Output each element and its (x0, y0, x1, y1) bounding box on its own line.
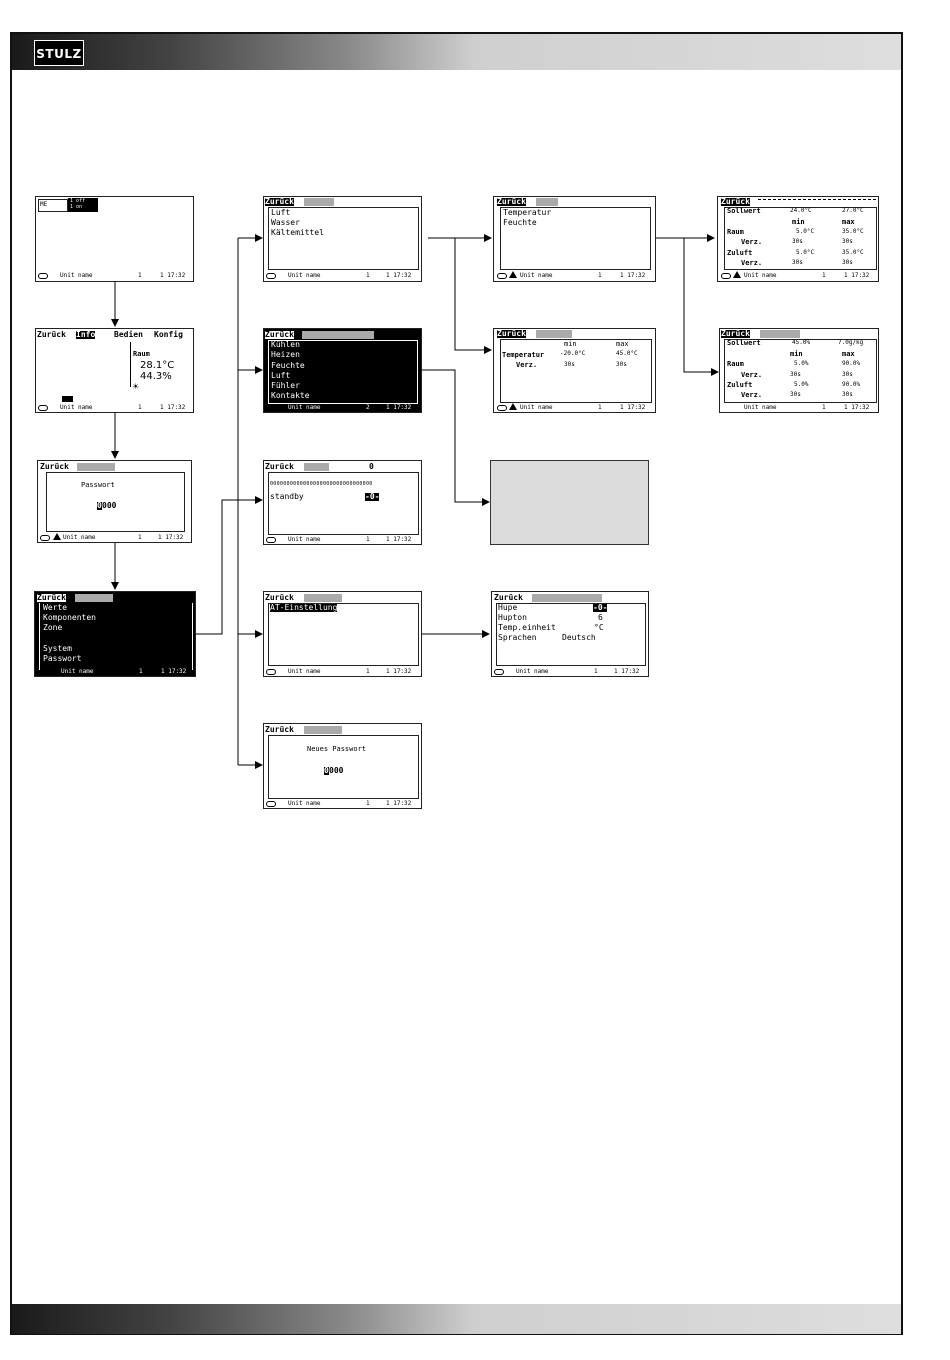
supply-air-max[interactable]: 90.0% (842, 381, 861, 388)
setpoint-label: Sollwert (727, 339, 761, 347)
title-bar (75, 594, 113, 602)
menu-item[interactable]: Feuchte (271, 361, 305, 370)
screen-konfig-menu (34, 591, 196, 677)
screen-zone (263, 460, 422, 545)
unit-number: 1 (139, 668, 143, 675)
setting-value[interactable]: -0- (593, 603, 608, 612)
unit-number: 1 (366, 800, 370, 807)
supply-delay-label: Verz. (741, 259, 763, 267)
setpoint-value-2[interactable]: 7.0g/kg (838, 339, 864, 346)
unit-number: 1 (822, 272, 826, 279)
password-label: Passwort (81, 481, 115, 489)
back-label[interactable]: Zurück (265, 462, 294, 471)
col-max: max (842, 350, 855, 358)
warning-icon (733, 271, 741, 278)
clock: 1 17:32 (386, 536, 412, 543)
content-frame (500, 339, 652, 403)
supply-delay-label: Verz. (741, 391, 763, 399)
clock: 1 17:32 (844, 272, 870, 279)
menu-item[interactable]: Komponenten (43, 613, 96, 622)
title-bar (302, 331, 374, 339)
setting-label: Temp.einheit (498, 623, 556, 632)
room-temperature: 28.1°C (140, 360, 175, 371)
screen-password (37, 460, 192, 543)
title-dashes (758, 199, 876, 201)
unit-icon (494, 669, 504, 675)
unit-name: Unit name (60, 272, 93, 279)
delay-label: Verz. (516, 361, 538, 369)
delay-min-value[interactable]: 30s (564, 361, 575, 368)
title-bar (304, 726, 342, 734)
menu-item[interactable]: Zone (43, 623, 63, 632)
clock: 1 17:32 (158, 534, 184, 541)
screen-system (263, 591, 422, 677)
screen-kuehlen (493, 328, 656, 413)
sun-icon: ☀ (132, 382, 140, 391)
unit-number: 1 (138, 534, 142, 541)
screen-info (35, 328, 194, 413)
zone-number: 0 (369, 462, 374, 471)
unit-icon (497, 273, 507, 279)
unit-number: 1 (366, 536, 370, 543)
clock: 1 17:32 (614, 668, 640, 675)
col-max: max (842, 218, 855, 226)
screen-humidity-detail (719, 328, 879, 413)
warning-icon (509, 403, 517, 410)
back-label[interactable]: Zurück (37, 330, 66, 339)
setpoint-value-2[interactable]: 27.0°C (842, 207, 864, 214)
unit-name: Unit name (520, 404, 553, 411)
supply-delay-max[interactable]: 30s (842, 259, 853, 266)
supply-air-label: Zuluft (727, 249, 753, 257)
back-label[interactable]: Zurück (265, 593, 294, 602)
menu-item[interactable]: Feuchte (503, 218, 537, 227)
clock: 1 17:32 (620, 404, 646, 411)
screen-luft (493, 196, 656, 282)
back-label[interactable]: Zurück (497, 197, 526, 206)
warning-icon (53, 533, 61, 540)
back-label[interactable]: Zurück (265, 725, 294, 734)
room-max[interactable]: 90.0% (842, 360, 861, 367)
clock: 1 17:32 (386, 272, 412, 279)
screen-werte (263, 196, 422, 282)
back-label[interactable]: Zurück (40, 462, 69, 471)
unit-name: Unit name (744, 404, 777, 411)
screen-komponenten (263, 328, 422, 413)
unit-icon (40, 535, 50, 541)
clock: 1 17:32 (160, 404, 186, 411)
unit-name: Unit name (516, 668, 549, 675)
screen-main (35, 196, 194, 282)
unit-name: Unit name (288, 404, 321, 411)
setting-label: Hupe (498, 603, 518, 612)
clock: 1 17:32 (161, 668, 187, 675)
password-cursor-digit[interactable]: 0 (97, 501, 102, 510)
divider (130, 342, 131, 387)
unit-icon (266, 273, 276, 279)
unit-name: Unit name (288, 272, 321, 279)
room-delay-label: Verz. (741, 238, 763, 246)
unit-icon (266, 669, 276, 675)
placeholder-screen (490, 460, 649, 545)
unit-number: 1 (138, 272, 142, 279)
supply-delay-max[interactable]: 30s (842, 391, 853, 398)
unit-number: 1 (594, 668, 598, 675)
tab-konfig[interactable]: Konfig (154, 330, 183, 339)
room-label: Raum (133, 350, 150, 358)
back-label[interactable]: Zurück (265, 197, 294, 206)
unit-icon (721, 273, 731, 279)
room-min[interactable]: 5.0% (794, 360, 809, 367)
clock: 1 17:32 (620, 272, 646, 279)
col-max: max (616, 340, 629, 348)
content-frame (268, 603, 419, 666)
standby-label: standby (270, 492, 304, 501)
clock: 1 17:32 (844, 404, 870, 411)
room-max[interactable]: 35.0°C (842, 228, 864, 235)
col-min: min (792, 218, 805, 226)
back-label[interactable]: Zurück (494, 593, 523, 602)
setting-value[interactable]: 6 (598, 613, 603, 622)
back-label[interactable]: Zurück (721, 329, 750, 338)
room-delay-min[interactable]: 30s (792, 238, 803, 245)
supply-delay-min[interactable]: 30s (792, 259, 803, 266)
unit-icon (266, 801, 276, 807)
delay-max-value[interactable]: 30s (616, 361, 627, 368)
zone-bits: 0000000000000000000000000000000 (270, 481, 373, 487)
supply-air-label: Zuluft (727, 381, 753, 389)
title-bar (760, 330, 800, 338)
unit-number: 1 (598, 272, 602, 279)
menu-item[interactable]: Luft (271, 208, 291, 217)
new-password-label: Neues Passwort (307, 745, 367, 753)
setting-label: Hupton (498, 613, 527, 622)
unit-name: Unit name (288, 800, 321, 807)
menu-item[interactable]: Heizen (271, 350, 300, 359)
unit-icon (266, 537, 276, 543)
menu-item[interactable]: System (43, 644, 72, 653)
warning-icon (509, 271, 517, 278)
menu-item[interactable]: Luft (271, 371, 291, 380)
menu-item[interactable]: Temperatur (503, 208, 552, 217)
back-label[interactable]: Zurück (265, 330, 294, 339)
room-humidity: 44.3% (140, 371, 172, 382)
menu-item[interactable]: Wasser (271, 218, 300, 227)
content-frame (268, 207, 419, 270)
title-bar (532, 594, 602, 602)
menu-item[interactable]: Passwort (43, 654, 82, 663)
tab-info[interactable]: Info (76, 330, 96, 339)
title-bar (304, 594, 342, 602)
standby-value[interactable]: -0- (365, 492, 380, 501)
col-min: min (790, 350, 803, 358)
unit-number: 1 (366, 272, 370, 279)
status-line-1: 1 off (70, 198, 86, 204)
supply-air-max[interactable]: 35.0°C (842, 249, 864, 256)
room-label: Raum (727, 228, 744, 236)
status-block (62, 396, 73, 402)
stulz-logo: STULZ (34, 40, 84, 66)
setpoint-label: Sollwert (727, 207, 761, 215)
clock: 1 17:32 (386, 668, 412, 675)
supply-air-min[interactable]: 5.0°C (796, 249, 815, 256)
room-label: Raum (727, 360, 744, 368)
setting-value[interactable]: °C (594, 623, 604, 632)
unit-number: 1 (138, 404, 142, 411)
temperature-label: Temperatur (502, 351, 545, 359)
title-bar (304, 198, 334, 206)
setpoint-value[interactable]: 24.0°C (790, 207, 812, 214)
unit-name: Unit name (744, 272, 777, 279)
unit-icon (38, 273, 48, 279)
col-min: min (564, 340, 577, 348)
room-delay-min[interactable]: 30s (790, 371, 801, 378)
room-delay-label: Verz. (741, 371, 763, 379)
title-bar (77, 463, 115, 471)
menu-item[interactable]: Kühlen (271, 340, 300, 349)
back-label[interactable]: Zurück (37, 593, 66, 602)
temp-min-value[interactable]: -20.0°C (560, 350, 586, 357)
tab-bedien[interactable]: Bedien (114, 330, 143, 339)
supply-air-min[interactable]: 5.0% (794, 381, 809, 388)
clock: 1 17:32 (160, 272, 186, 279)
title-bar (304, 463, 329, 471)
unit-name: Unit name (63, 534, 96, 541)
screen-temperature-detail (717, 196, 879, 282)
unit-icon (497, 405, 507, 411)
clock: 1 17:32 (386, 404, 412, 411)
room-delay-max[interactable]: 30s (842, 238, 853, 245)
unit-number: 1 (598, 404, 602, 411)
menu-item[interactable]: Fühler (271, 381, 300, 390)
temp-max-value[interactable]: 45.0°C (616, 350, 638, 357)
room-delay-max[interactable]: 30s (842, 371, 853, 378)
supply-delay-min[interactable]: 30s (790, 391, 801, 398)
screen-at-einstellung (491, 591, 649, 677)
clock: 1 17:32 (386, 800, 412, 807)
unit-number: 1 (366, 668, 370, 675)
status-line-2: 1 on (70, 204, 83, 210)
unit-name: Unit name (520, 272, 553, 279)
unit-number: 1 (822, 404, 826, 411)
unit-name: Unit name (61, 668, 94, 675)
unit-name: Unit name (288, 536, 321, 543)
setting-label: Sprachen (498, 633, 537, 642)
title-bar (536, 198, 558, 206)
unit-name: Unit name (288, 668, 321, 675)
menu-item[interactable]: AT-Einstellung (270, 603, 338, 612)
password-cursor-digit[interactable]: 0 (324, 766, 329, 775)
screen-new-password (263, 723, 422, 809)
room-min[interactable]: 5.0°C (796, 228, 815, 235)
password-digits[interactable]: 000 (102, 501, 117, 510)
menu-item[interactable]: Werte (43, 603, 68, 612)
back-label[interactable]: Zurück (497, 329, 526, 338)
title-bar (536, 330, 572, 338)
setpoint-value[interactable]: 45.0% (792, 339, 811, 346)
password-digits[interactable]: 000 (329, 766, 344, 775)
setting-value[interactable]: Deutsch (562, 633, 596, 642)
unit-name: Unit name (60, 404, 93, 411)
back-label[interactable]: Zurück (721, 197, 750, 206)
menu-item[interactable]: Kältemittel (271, 228, 324, 237)
unit-icon (38, 405, 48, 411)
menu-item[interactable]: Kontakte (271, 391, 310, 400)
unit-number: 2 (366, 404, 370, 411)
mode-label: ME (40, 201, 48, 208)
